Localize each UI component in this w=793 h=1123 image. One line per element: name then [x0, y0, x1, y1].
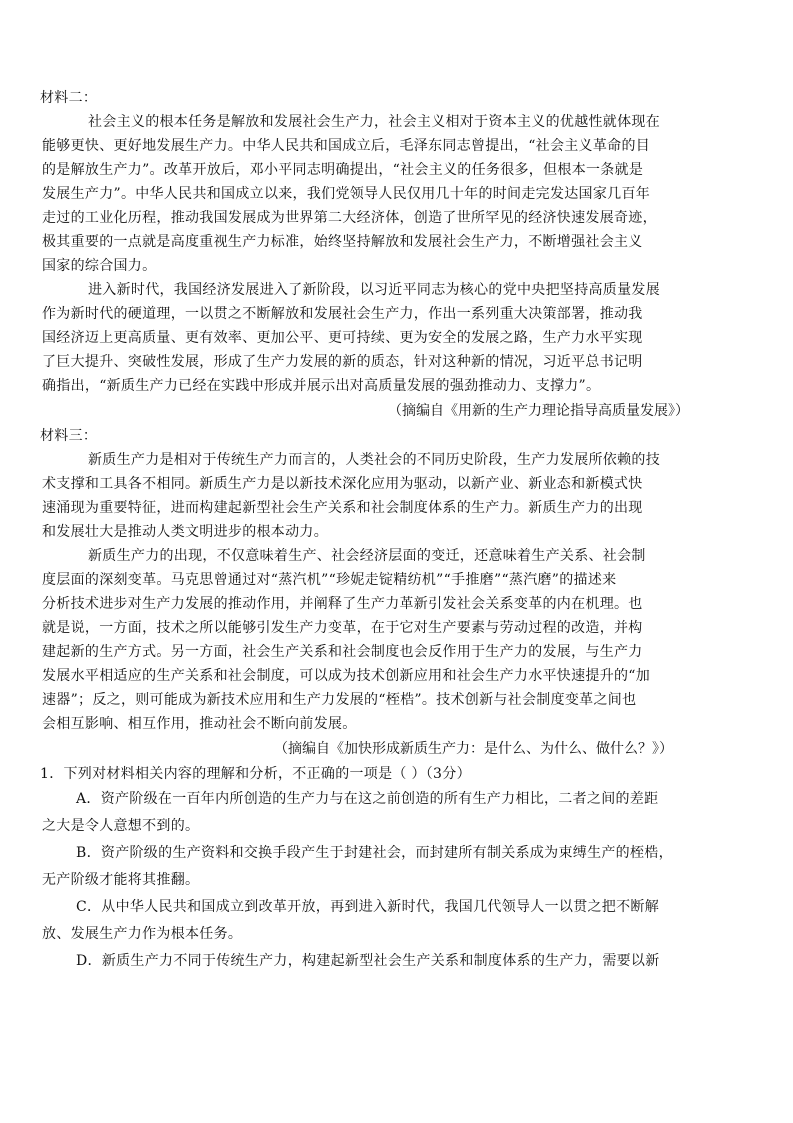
material-3-source: （摘编自《加快形成新质生产力：是什么、为什么、做什么？》） — [274, 741, 673, 757]
text-line: 社会主义的根本任务是解放和发展社会生产力，社会主义相对于资本主义的优越性就体现在 — [88, 114, 660, 130]
question-1-option-c — [36, 894, 746, 948]
text-line: 走过的工业化历程，推动我国发展成为世界第二大经济体，创造了世所罕见的经济快速发展奇迹， — [42, 210, 657, 226]
text-line: 发展生产力”。中华人民共和国成立以来，我们党领导人民仅用几十年的时间走完发达国家几百年 — [42, 186, 651, 202]
text-line: 发展水平相适应的生产关系和社会制度，可以成为技术创新应用和社会生产力水平快速提升的“加 — [42, 668, 651, 684]
text-line: 就是说，一方面，技术之所以能够引发生产力变革，在于它对生产要素与劳动过程的改造，并构 — [42, 620, 643, 636]
material-3-paragraph-1 — [36, 448, 746, 544]
question-1-stem: 1．下列对材料相关内容的理解和分析，不正确的一项是（ ）（3分） — [40, 766, 471, 782]
text-line: 速器”；反之，则可能成为新技术应用和生产力发展的“桎梏”。技术创新与社会制度变革之间也 — [42, 692, 637, 708]
option-line: A．资产阶级在一百年内所创造的生产力与在这之前创造的所有生产力相比，二者之间的差距 — [76, 791, 659, 807]
text-line: 国经济迈上更高质量、更有效率、更加公平、更可持续、更为安全的发展之路，生产力水平实现 — [42, 330, 643, 346]
text-line: 术支撑和工具各不相同。新质生产力是以新技术深化应用为驱动，以新产业、新业态和新模式快 — [42, 476, 643, 492]
text-line: 极其重要的一点就是高度重视生产力标准，始终坚持解放和发展社会生产力，不断增强社会主义 — [42, 234, 643, 250]
text-line: 的是解放生产力”。改革开放后，邓小平同志明确提出，“社会主义的任务很多，但根本一条就是 — [42, 162, 644, 178]
document-page — [36, 86, 746, 975]
text-line: 能够更快、更好地发展生产力。中华人民共和国成立后，毛泽东同志曾提出，“社会主义革命的目 — [42, 138, 651, 154]
text-line: 度层面的深刻变革。马克思曾通过对“蒸汽机”“珍妮走锭精纺机”“手推磨”“蒸汽磨”的描述来 — [42, 572, 617, 588]
text-line: 确指出，“新质生产力已经在实践中形成并展示出对高质量发展的强劲推动力、支撑力”。 — [42, 378, 601, 394]
text-line: 国家的综合国力。 — [42, 258, 157, 274]
text-line: 建起新的生产方式。另一方面，社会生产关系和社会制度也会反作用于生产力的发展，与生产力 — [42, 644, 643, 660]
option-line: 无产阶级才能将其推翻。 — [42, 872, 200, 888]
material-2-heading: 材料二： — [40, 90, 98, 106]
material-3-heading: 材料三： — [40, 428, 98, 444]
question-1-option-a — [36, 786, 746, 840]
question-1-option-b — [36, 840, 746, 894]
text-line: 作为新时代的硬道理，一以贯之不断解放和发展社会生产力，作出一系列重大决策部署，推动我 — [42, 306, 643, 322]
text-line: 新质生产力是相对于传统生产力而言的，人类社会的不同历史阶段，生产力发展所依赖的技 — [88, 452, 660, 468]
text-line: 进入新时代，我国经济发展进入了新阶段，以习近平同志为核心的党中央把坚持高质量发展 — [88, 282, 660, 298]
text-line: 速涌现为重要特征，进而构建起新型社会生产关系和社会制度体系的生产力。新质生产力的出现 — [42, 500, 643, 516]
option-line: D．新质生产力不同于传统生产力，构建起新型社会生产关系和制度体系的生产力，需要以新 — [76, 953, 660, 969]
text-line: 了巨大提升、突破性发展，形成了生产力发展的新的质态，针对这种新的情况，习近平总书记明 — [42, 354, 643, 370]
text-line: 分析技术进步对生产力发展的推动作用，并阐释了生产力革新引发社会关系变革的内在机理。也 — [42, 596, 643, 612]
material-2-paragraph-1 — [36, 110, 746, 278]
text-line: 会相互影响、相互作用，推动社会不断向前发展。 — [42, 716, 357, 732]
option-line: B．资产阶级的生产资料和交换手段产生于封建社会，而封建所有制关系成为束缚生产的桎梏， — [76, 845, 673, 861]
material-2-source: （摘编自《用新的生产力理论指导高质量发展》） — [388, 403, 689, 419]
option-line: 放、发展生产力作为根本任务。 — [42, 926, 243, 942]
text-line: 新质生产力的出现，不仅意味着生产、社会经济层面的变迁，还意味着生产关系、社会制 — [88, 548, 646, 564]
option-line: 之大是令人意想不到的。 — [42, 818, 200, 834]
text-line: 和发展壮大是推动人类文明进步的根本动力。 — [42, 524, 328, 540]
material-2-paragraph-2 — [36, 278, 746, 398]
option-line: C．从中华人民共和国成立到改革开放，再到进入新时代，我国几代领导人一以贯之把不断解 — [76, 899, 660, 915]
material-3-paragraph-2 — [36, 544, 746, 736]
question-1-option-d — [36, 948, 746, 975]
